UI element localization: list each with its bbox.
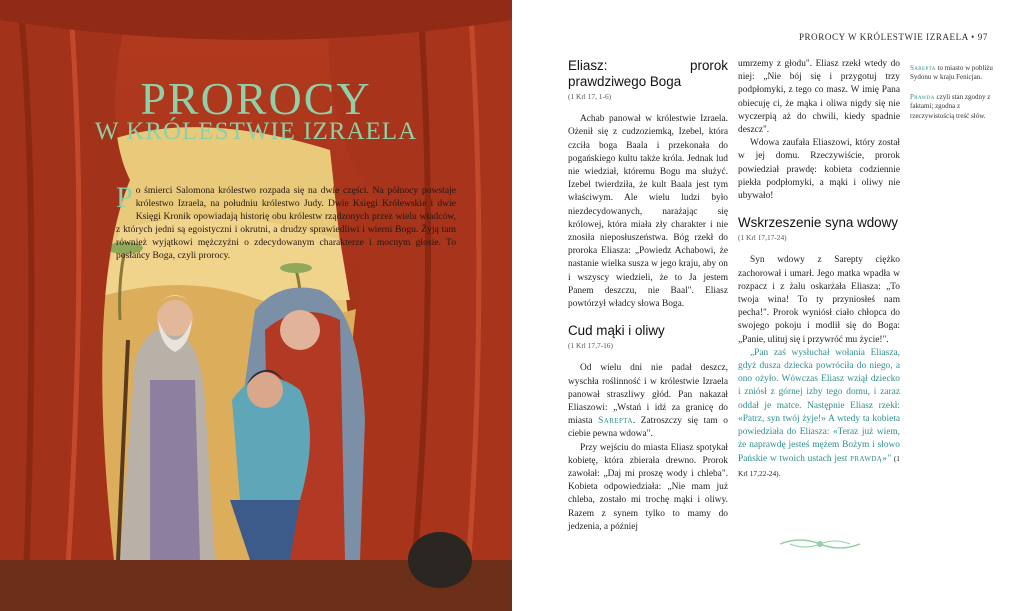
drop-cap: P <box>116 181 133 214</box>
section-heading-cud: Cud mąki i oliwy <box>568 323 665 339</box>
glossary-entry: Sarepta to miasto w pobliżu Sydonu w kraju Fenicjan. <box>910 64 993 82</box>
ornament-icon <box>780 534 860 554</box>
bible-reference: (1 Krl 17,17-24) <box>738 233 787 243</box>
paragraph: Achab panował w królestwie Izraela. Ożenił się z cudzoziemką, Izebel, która czciła boga Baala i przekonała do pogańskiego kultu także króla. Jednak lud nie wiedział, któremu Bogu ma służyć. Izebel twierdziła, że kult Baala jest tym właściwym. Ale wielu ludzi było niezdecydowanych, narażając się królowej, która miała zły charakter i nie znosiła nieposłuszeństwa. Bóg rzekł do proroka Eliasza: „Powiedz Achabowi, że nastanie wielka susza w jego kraju, aby on i wszyscy wiedzieli, że to Ja jestem Panem deszczu, nie Baal". Eliasz powtórzył władcy słowa Boga. <box>568 114 728 310</box>
keyword-prawda: prawdą»" <box>850 454 892 465</box>
glossary-entry: Prawda czyli stan zgodny z faktami; zgodna z rzeczywistością treść słów. <box>910 92 991 120</box>
paragraph: umrzemy z głodu". Eliasz rzekł wtedy do niej: „Nie bój się i przygotuj trzy podpłomyki, z tego co masz. W imię Pana obiecuję ci, że mąka i oliwa nigdy się nie wyczerpią aż do chwili, kiedy spadnie deszcz". <box>738 59 900 136</box>
right-page <box>512 0 1024 611</box>
intro-paragraph <box>116 181 456 262</box>
scripture-quote: „Pan zaś wysłuchał wołania Eliasza, gdyż dusza dziecka powróciła do niego, a ono ożyło. Wówczas Eliasz wziął dziecko i zniósł z górnej izby tego domu, i zaraz oddał je matce. Następnie Eliasz rzekł: «Patrz, syn twój żyje!» A wtedy ta kobieta powiedziała do Eliasza: «Teraz już wiem, że naprawdę jesteś mężem Bożym i słowo Pańskie w twoich ustach jest prawdą»" (1 Krl 17,22-24). <box>738 347 900 478</box>
text-column-2 <box>738 58 900 481</box>
paragraph: Wdowa zaufała Eliaszowi, który został w jej domu. Rzeczywiście, prorok powiedział prawdę: kobieta codziennie piekła podpłomyki, a mąki i oliwy nie ubywało! <box>738 138 900 202</box>
chapter-subtitle: W KRÓLESTWIE IZRAELA <box>94 118 418 145</box>
glossary-sidebar <box>910 64 996 121</box>
text-column-1 <box>568 58 728 534</box>
running-head: PROROCY W KRÓLESTWIE IZRAELA • 97 <box>798 32 988 42</box>
chapter-title: PROROCY <box>140 73 372 124</box>
bible-reference: (1 Krl 17, 1-6) <box>568 92 612 101</box>
quote-reference: (1 Krl 17,22-24). <box>738 454 900 478</box>
bible-reference: (1 Krl 17,7-16) <box>568 341 613 351</box>
intro-text: o śmierci Salomona królestwo rozpada się na dwie części. Na północy powstaje królestwo Izraela, na południu królestwo Judy. Dwie Księgi Królewskie i dwie Księgi Kronik opowiadają historię obu królestw rządzonych przez wielu władców, z których jedni są egoistyczni i okrutni, a drudzy sprawiedliwi i wierni Bogu. Żyją tam również wyjątkowi mężczyźni o zdecydowanym charakterze i mocnym głosie. To posłańcy Boga, czyli prorocy. <box>116 185 456 261</box>
paragraph: Od wielu dni nie padał deszcz, wyschła roślinność i w królestwie Izraela panował straszliwy głód. Pan nakazał Eliaszowi: „Wstań i idź za granicę do miasta Sarepta. Zatroszczy się tam o ciebie pewna wdowa". <box>568 363 728 440</box>
keyword-sarepta: Sarepta <box>598 416 633 427</box>
paragraph: Syn wdowy z Sarepty ciężko zachorował i umarł. Jego matka wpadła w rozpacz i z żalu oskarżała Eliasza: „To twoja wina! To ty przyniosłeś nam pecha!". Prorok wyniósł ciało chłopca do swojego pokoju i modlił się do Boga: „Panie, ulituj się i przywróć mu życie!". <box>738 255 900 345</box>
section-heading-wskrzeszenie: Wskrzeszenie syna wdowy <box>738 215 898 231</box>
paragraph: Przy wejściu do miasta Eliasz spotykał kobietę, która zbierała drewno. Prorok zawołał: „Daj mi proszę wody i chleba". Kobieta odpowiedziała: „Nie mam już chleba, zostało mi trochę mąki i oliwy. Razem z synem tylko to mamy do jedzenia, a później <box>568 442 728 532</box>
section-heading-eliasz: Eliasz: prorok prawdziwego Boga <box>568 58 728 89</box>
